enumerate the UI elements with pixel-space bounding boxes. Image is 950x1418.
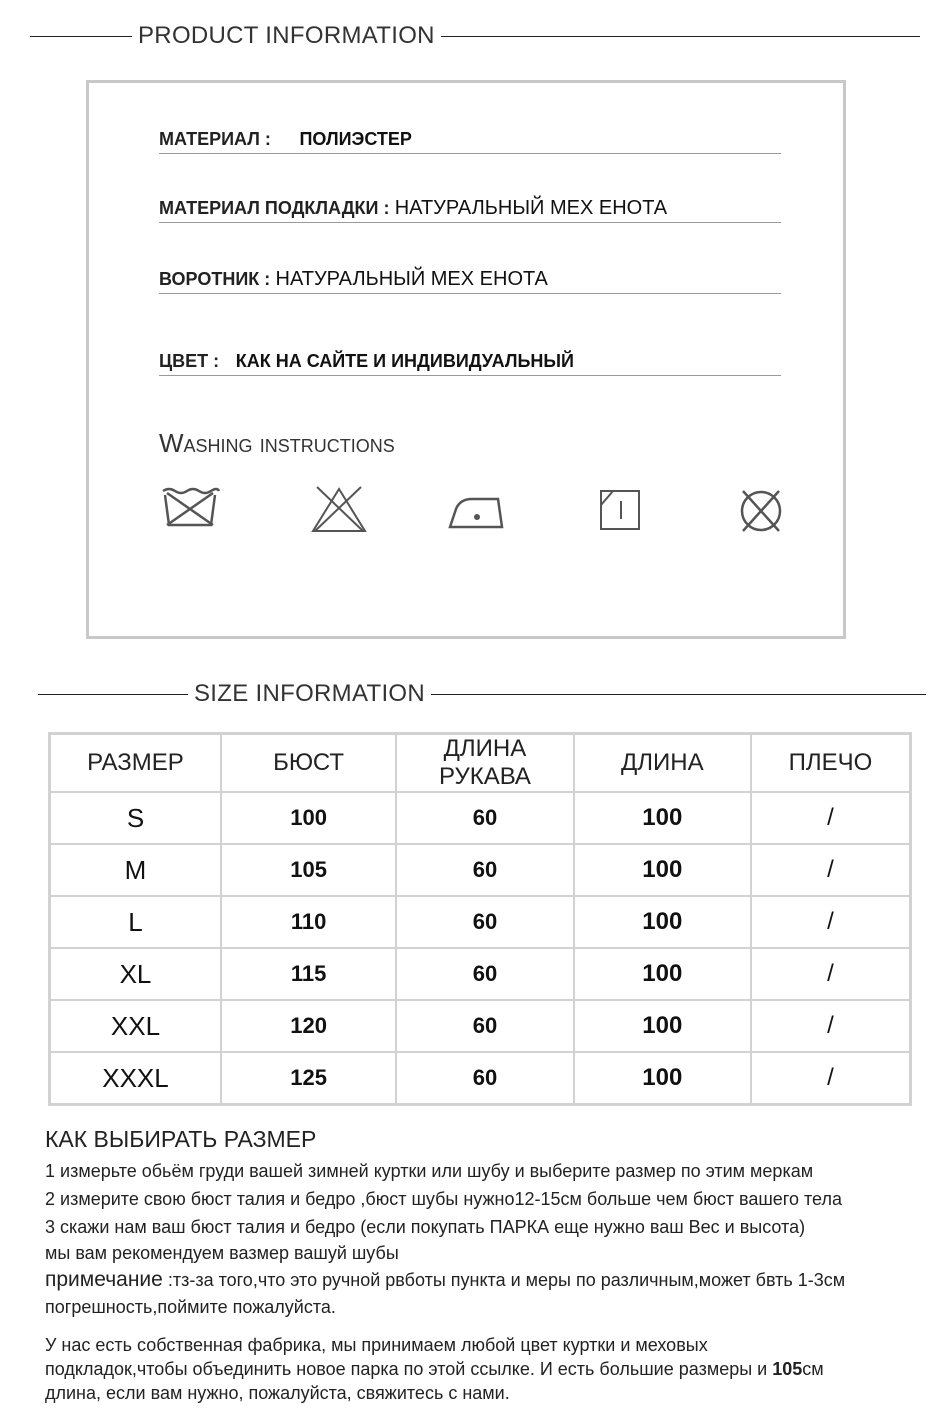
factory-size-number: 105 (772, 1359, 803, 1379)
lining-label: МАТЕРИАЛ ПОДКЛАДКИ : (159, 198, 390, 218)
how-to-line-2: 2 измерите свою бюст талия и бедро ,бюст шубы нужно12-15см больше чем бюст вашего тела (45, 1189, 842, 1209)
length-cell: 100 (574, 844, 751, 896)
size-cell: XXL (50, 1000, 221, 1052)
header-rule-right (441, 36, 920, 37)
shoulder-cell: / (751, 844, 911, 896)
header-rule-right (431, 694, 926, 695)
shoulder-cell: / (751, 792, 911, 844)
table-row (50, 948, 911, 1000)
note-label: примечание (45, 1268, 163, 1291)
color-row (159, 349, 781, 376)
collar-row (159, 267, 781, 294)
table-row (50, 792, 911, 844)
shoulder-cell: / (751, 896, 911, 948)
how-to-choose-title: КАК ВЫБИРАТЬ РАЗМЕР (45, 1126, 317, 1152)
size-information-title: SIZE INFORMATION (194, 680, 426, 707)
size-cell: XXXL (50, 1052, 221, 1105)
length-cell: 100 (574, 792, 751, 844)
column-header-shoulder: ПЛЕЧО (751, 734, 911, 793)
product-information-header (30, 20, 920, 52)
how-to-line-4: мы вам рекомендуем вазмер вашуй шубы (45, 1243, 399, 1263)
sleeve-cell: 60 (396, 948, 573, 1000)
size-table (48, 732, 912, 1106)
lining-value: НАТУРАЛЬНЫЙ МЕХ ЕНОТА (394, 197, 668, 219)
product-info-box (86, 80, 846, 639)
table-row (50, 1052, 911, 1105)
sleeve-cell: 60 (396, 844, 573, 896)
column-header-length: ДЛИНА (574, 734, 751, 793)
dry-flat-icon (589, 485, 653, 535)
header-rule-left (38, 694, 188, 695)
lining-row (159, 196, 781, 223)
how-to-line-3: 3 скажи нам ваш бюст талия и бедро (если покупать ПАРКА еще нужно ваш Вес и высота) (45, 1217, 806, 1237)
factory-unit: см (802, 1359, 824, 1379)
bust-cell: 120 (221, 1000, 396, 1052)
size-cell: S (50, 792, 221, 844)
length-cell: 100 (574, 948, 751, 1000)
column-header-sleeve-length: ДЛИНА РУКАВА (396, 734, 573, 793)
how-to-line-1: 1 измерьте обьём груди вашей зимней куртки или шубу и выберите размер по этим меркам (45, 1161, 814, 1181)
column-header-bust: БЮСТ (221, 734, 396, 793)
material-row (159, 127, 781, 154)
bust-cell: 110 (221, 896, 396, 948)
table-row (50, 1000, 911, 1052)
length-cell: 100 (574, 1052, 751, 1105)
iron-low-icon (444, 485, 508, 535)
length-cell: 100 (574, 896, 751, 948)
factory-line-2 (45, 1358, 824, 1380)
shoulder-cell: / (751, 1052, 911, 1105)
no-wash-icon (159, 485, 223, 535)
note-text: :тз-за того,что это ручной рвботы пункта и меры по различным,может бвть 1-3см (162, 1270, 846, 1290)
table-row (50, 844, 911, 896)
size-information-header (38, 678, 926, 710)
color-value: КАК НА САЙТЕ И ИНДИВИДУАЛЬНЫЙ (235, 351, 574, 371)
size-cell: XL (50, 948, 221, 1000)
bust-cell: 100 (221, 792, 396, 844)
sleeve-cell: 60 (396, 792, 573, 844)
sleeve-cell: 60 (396, 896, 573, 948)
table-row (50, 896, 911, 948)
column-header-size: РАЗМЕР (50, 734, 221, 793)
factory-line-3: длина, если вам нужно, пожалуйста, свяжитесь с нами. (45, 1383, 510, 1403)
bust-cell: 115 (221, 948, 396, 1000)
color-label: ЦВЕТ : (159, 351, 220, 371)
length-cell: 100 (574, 1000, 751, 1052)
header-rule-left (30, 36, 132, 37)
shoulder-cell: / (751, 948, 911, 1000)
size-table-header-row (50, 734, 911, 793)
note-line-2: погрешность,поймите пожалуйста. (45, 1297, 336, 1317)
bust-cell: 125 (221, 1052, 396, 1105)
no-tumble-dry-icon (729, 485, 793, 535)
material-label: МАТЕРИАЛ : (159, 129, 271, 149)
factory-line-1: У нас есть собственная фабрика, мы принимаем любой цвет куртки и меховых (45, 1335, 708, 1355)
note-line (45, 1269, 845, 1291)
shoulder-cell: / (751, 1000, 911, 1052)
factory-text: подкладок,чтобы объединить новое парка по этой ссылке. И есть большие размеры и (45, 1359, 773, 1379)
bust-cell: 105 (221, 844, 396, 896)
no-bleach-icon (307, 485, 371, 535)
material-value: ПОЛИЭСТЕР (299, 129, 412, 149)
sleeve-cell: 60 (396, 1000, 573, 1052)
collar-label: ВОРОТНИК : (159, 269, 271, 289)
size-cell: L (50, 896, 221, 948)
size-cell: M (50, 844, 221, 896)
collar-value: НАТУРАЛЬНЫЙ МЕХ ЕНОТА (275, 268, 548, 290)
product-information-title: PRODUCT INFORMATION (138, 22, 435, 49)
washing-instructions-title: Washing instructions (159, 428, 395, 458)
sleeve-cell: 60 (396, 1052, 573, 1105)
